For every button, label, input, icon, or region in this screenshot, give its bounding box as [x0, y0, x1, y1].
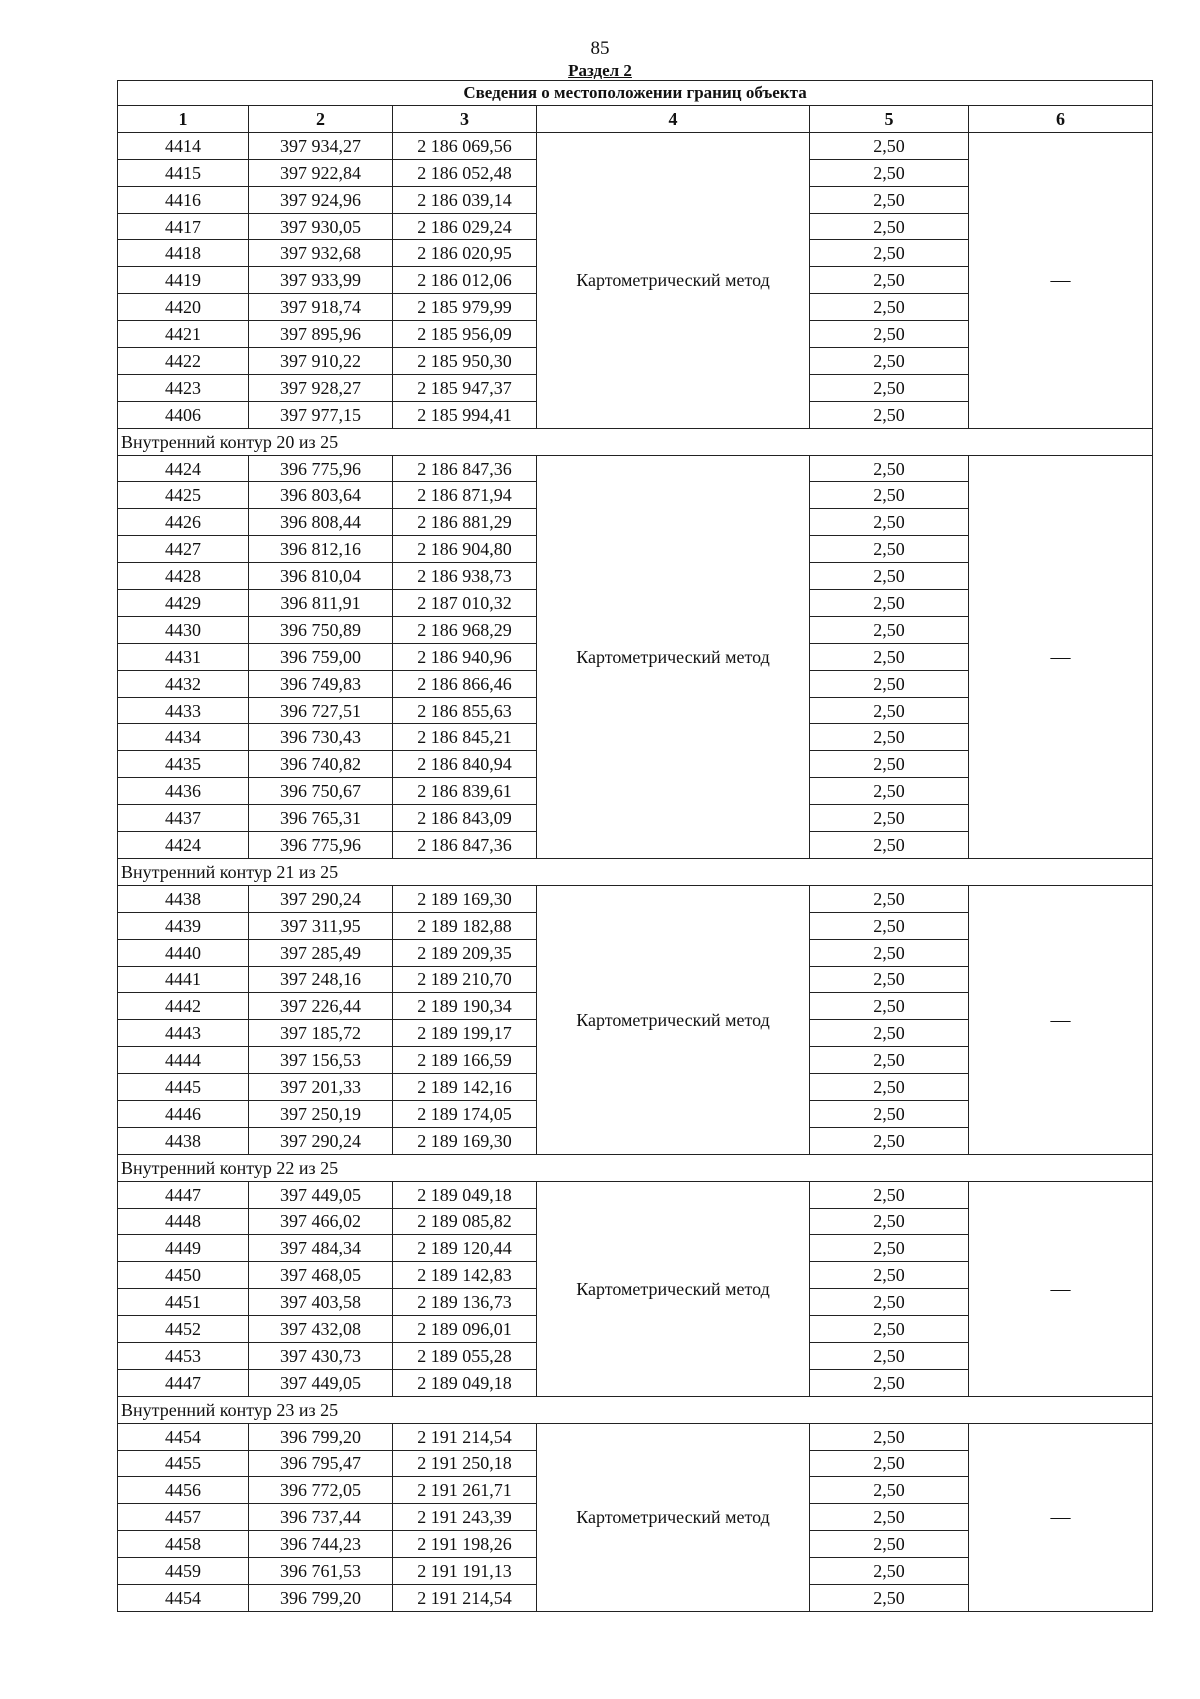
accuracy-cell: 2,50: [810, 966, 969, 993]
coordinate-y-cell: 2 186 866,46: [393, 670, 537, 697]
accuracy-cell: 2,50: [810, 536, 969, 563]
point-number-cell: 4435: [118, 751, 249, 778]
coordinate-y-cell: 2 186 039,14: [393, 186, 537, 213]
coordinate-x-cell: 396 737,44: [249, 1504, 393, 1531]
method-cell: Картометрический метод: [537, 455, 810, 858]
point-number-cell: 4432: [118, 670, 249, 697]
point-number-cell: 4423: [118, 374, 249, 401]
accuracy-cell: 2,50: [810, 1208, 969, 1235]
coordinate-y-cell: 2 185 994,41: [393, 401, 537, 428]
page-number: 85: [590, 38, 610, 59]
coordinate-y-cell: 2 191 214,54: [393, 1423, 537, 1450]
method-cell: Картометрический метод: [537, 885, 810, 1154]
coordinate-x-cell: 396 730,43: [249, 724, 393, 751]
coordinate-y-cell: 2 186 968,29: [393, 616, 537, 643]
contour-header-row: [118, 428, 1153, 455]
coordinate-x-cell: 397 930,05: [249, 213, 393, 240]
accuracy-cell: 2,50: [810, 885, 969, 912]
point-number-cell: 4419: [118, 267, 249, 294]
note-cell: —: [969, 132, 1153, 428]
method-cell: Картометрический метод: [537, 1423, 810, 1611]
coordinate-x-cell: 396 799,20: [249, 1423, 393, 1450]
coordinate-x-cell: 397 468,05: [249, 1262, 393, 1289]
method-cell: Картометрический метод: [537, 1181, 810, 1396]
point-number-cell: 4420: [118, 294, 249, 321]
column-header: 1: [118, 106, 249, 133]
column-header: 5: [810, 106, 969, 133]
coordinate-x-cell: 397 290,24: [249, 1127, 393, 1154]
coordinate-y-cell: 2 186 904,80: [393, 536, 537, 563]
coordinate-y-cell: 2 189 209,35: [393, 939, 537, 966]
coordinate-y-cell: 2 189 199,17: [393, 1020, 537, 1047]
point-number-cell: 4450: [118, 1262, 249, 1289]
point-number-cell: 4459: [118, 1558, 249, 1585]
coordinate-x-cell: 397 449,05: [249, 1181, 393, 1208]
accuracy-cell: 2,50: [810, 1262, 969, 1289]
accuracy-cell: 2,50: [810, 643, 969, 670]
coordinate-y-cell: 2 189 182,88: [393, 912, 537, 939]
point-number-cell: 4456: [118, 1477, 249, 1504]
coordinate-x-cell: 397 290,24: [249, 885, 393, 912]
coordinate-y-cell: 2 186 839,61: [393, 778, 537, 805]
coordinate-x-cell: 397 977,15: [249, 401, 393, 428]
coordinate-y-cell: 2 185 979,99: [393, 294, 537, 321]
coordinate-y-cell: 2 189 210,70: [393, 966, 537, 993]
accuracy-cell: 2,50: [810, 616, 969, 643]
accuracy-cell: 2,50: [810, 1047, 969, 1074]
coordinate-y-cell: 2 189 055,28: [393, 1342, 537, 1369]
coordinate-y-cell: 2 191 214,54: [393, 1584, 537, 1611]
coordinate-x-cell: 397 311,95: [249, 912, 393, 939]
point-number-cell: 4443: [118, 1020, 249, 1047]
coordinate-x-cell: 397 285,49: [249, 939, 393, 966]
point-number-cell: 4434: [118, 724, 249, 751]
coordinate-y-cell: 2 186 840,94: [393, 751, 537, 778]
accuracy-cell: 2,50: [810, 1558, 969, 1585]
coordinate-x-cell: 396 759,00: [249, 643, 393, 670]
coordinate-y-cell: 2 189 049,18: [393, 1181, 537, 1208]
coordinate-x-cell: 397 924,96: [249, 186, 393, 213]
coordinate-y-cell: 2 185 950,30: [393, 348, 537, 375]
coordinate-x-cell: 397 250,19: [249, 1100, 393, 1127]
coordinate-x-cell: 396 795,47: [249, 1450, 393, 1477]
accuracy-cell: 2,50: [810, 939, 969, 966]
point-number-cell: 4458: [118, 1531, 249, 1558]
accuracy-cell: 2,50: [810, 159, 969, 186]
coordinate-y-cell: 2 189 174,05: [393, 1100, 537, 1127]
point-number-cell: 4444: [118, 1047, 249, 1074]
accuracy-cell: 2,50: [810, 670, 969, 697]
column-header: 3: [393, 106, 537, 133]
coordinate-x-cell: 396 811,91: [249, 590, 393, 617]
coordinate-y-cell: 2 186 940,96: [393, 643, 537, 670]
table-body: [118, 132, 1153, 1611]
coordinate-x-cell: 397 484,34: [249, 1235, 393, 1262]
coordinate-y-cell: 2 186 012,06: [393, 267, 537, 294]
coordinate-y-cell: 2 191 261,71: [393, 1477, 537, 1504]
coordinate-y-cell: 2 185 947,37: [393, 374, 537, 401]
coordinate-x-cell: 397 403,58: [249, 1289, 393, 1316]
coordinate-x-cell: 396 750,67: [249, 778, 393, 805]
point-number-cell: 4430: [118, 616, 249, 643]
point-number-cell: 4429: [118, 590, 249, 617]
coordinate-y-cell: 2 186 881,29: [393, 509, 537, 536]
point-number-cell: 4425: [118, 482, 249, 509]
point-number-cell: 4415: [118, 159, 249, 186]
accuracy-cell: 2,50: [810, 294, 969, 321]
column-header: 4: [537, 106, 810, 133]
coordinate-x-cell: 396 744,23: [249, 1531, 393, 1558]
contour-label: Внутренний контур 20 из 25: [118, 428, 1153, 455]
point-number-cell: 4426: [118, 509, 249, 536]
coordinate-x-cell: 396 727,51: [249, 697, 393, 724]
accuracy-cell: 2,50: [810, 724, 969, 751]
accuracy-cell: 2,50: [810, 1504, 969, 1531]
accuracy-cell: 2,50: [810, 751, 969, 778]
point-number-cell: 4442: [118, 993, 249, 1020]
point-number-cell: 4449: [118, 1235, 249, 1262]
coordinate-x-cell: 397 248,16: [249, 966, 393, 993]
point-number-cell: 4427: [118, 536, 249, 563]
point-number-cell: 4446: [118, 1100, 249, 1127]
coordinate-x-cell: 397 933,99: [249, 267, 393, 294]
note-cell: —: [969, 455, 1153, 858]
coordinate-x-cell: 396 750,89: [249, 616, 393, 643]
accuracy-cell: 2,50: [810, 267, 969, 294]
accuracy-cell: 2,50: [810, 1369, 969, 1396]
coordinate-y-cell: 2 186 020,95: [393, 240, 537, 267]
accuracy-cell: 2,50: [810, 1450, 969, 1477]
accuracy-cell: 2,50: [810, 455, 969, 482]
point-number-cell: 4455: [118, 1450, 249, 1477]
accuracy-cell: 2,50: [810, 482, 969, 509]
point-number-cell: 4424: [118, 455, 249, 482]
accuracy-cell: 2,50: [810, 832, 969, 859]
point-number-cell: 4439: [118, 912, 249, 939]
table-row: [118, 885, 1153, 912]
coordinate-x-cell: 396 772,05: [249, 1477, 393, 1504]
coordinate-x-cell: 397 928,27: [249, 374, 393, 401]
coordinate-y-cell: 2 186 029,24: [393, 213, 537, 240]
accuracy-cell: 2,50: [810, 186, 969, 213]
coordinate-x-cell: 396 812,16: [249, 536, 393, 563]
coordinate-y-cell: 2 191 250,18: [393, 1450, 537, 1477]
coordinate-y-cell: 2 189 169,30: [393, 885, 537, 912]
contour-label: Внутренний контур 22 из 25: [118, 1154, 1153, 1181]
coordinate-x-cell: 397 449,05: [249, 1369, 393, 1396]
coordinate-y-cell: 2 189 136,73: [393, 1289, 537, 1316]
point-number-cell: 4451: [118, 1289, 249, 1316]
table-caption: Сведения о местоположении границ объекта: [118, 81, 1153, 106]
accuracy-cell: 2,50: [810, 132, 969, 159]
point-number-cell: 4445: [118, 1074, 249, 1101]
table-row: [118, 1181, 1153, 1208]
coordinate-x-cell: 396 803,64: [249, 482, 393, 509]
coordinate-x-cell: 397 226,44: [249, 993, 393, 1020]
table-row: [118, 455, 1153, 482]
coordinate-y-cell: 2 189 049,18: [393, 1369, 537, 1396]
contour-label: Внутренний контур 23 из 25: [118, 1396, 1153, 1423]
accuracy-cell: 2,50: [810, 1127, 969, 1154]
point-number-cell: 4433: [118, 697, 249, 724]
accuracy-cell: 2,50: [810, 590, 969, 617]
coordinate-x-cell: 396 765,31: [249, 805, 393, 832]
coordinate-x-cell: 397 932,68: [249, 240, 393, 267]
accuracy-cell: 2,50: [810, 1531, 969, 1558]
point-number-cell: 4447: [118, 1181, 249, 1208]
contour-header-row: [118, 858, 1153, 885]
point-number-cell: 4422: [118, 348, 249, 375]
accuracy-cell: 2,50: [810, 374, 969, 401]
coordinate-x-cell: 397 185,72: [249, 1020, 393, 1047]
accuracy-cell: 2,50: [810, 912, 969, 939]
coordinate-y-cell: 2 186 855,63: [393, 697, 537, 724]
accuracy-cell: 2,50: [810, 1181, 969, 1208]
accuracy-cell: 2,50: [810, 563, 969, 590]
coordinate-y-cell: 2 191 198,26: [393, 1531, 537, 1558]
coordinate-y-cell: 2 189 142,16: [393, 1074, 537, 1101]
coordinate-y-cell: 2 187 010,32: [393, 590, 537, 617]
accuracy-cell: 2,50: [810, 240, 969, 267]
note-cell: —: [969, 885, 1153, 1154]
coordinate-x-cell: 396 808,44: [249, 509, 393, 536]
accuracy-cell: 2,50: [810, 697, 969, 724]
accuracy-cell: 2,50: [810, 1342, 969, 1369]
coordinate-x-cell: 396 749,83: [249, 670, 393, 697]
coordinate-y-cell: 2 189 190,34: [393, 993, 537, 1020]
table-row: [118, 132, 1153, 159]
contour-label: Внутренний контур 21 из 25: [118, 858, 1153, 885]
coordinate-y-cell: 2 186 847,36: [393, 832, 537, 859]
accuracy-cell: 2,50: [810, 213, 969, 240]
coordinate-x-cell: 397 432,08: [249, 1316, 393, 1343]
point-number-cell: 4416: [118, 186, 249, 213]
point-number-cell: 4418: [118, 240, 249, 267]
note-cell: —: [969, 1423, 1153, 1611]
coordinate-y-cell: 2 189 085,82: [393, 1208, 537, 1235]
point-number-cell: 4417: [118, 213, 249, 240]
coordinate-x-cell: 397 430,73: [249, 1342, 393, 1369]
coordinate-y-cell: 2 189 120,44: [393, 1235, 537, 1262]
coordinate-y-cell: 2 186 847,36: [393, 455, 537, 482]
point-number-cell: 4436: [118, 778, 249, 805]
accuracy-cell: 2,50: [810, 1074, 969, 1101]
coordinate-x-cell: 397 934,27: [249, 132, 393, 159]
coordinate-x-cell: 396 775,96: [249, 832, 393, 859]
accuracy-cell: 2,50: [810, 1584, 969, 1611]
point-number-cell: 4453: [118, 1342, 249, 1369]
coordinate-x-cell: 397 895,96: [249, 321, 393, 348]
coordinate-y-cell: 2 186 845,21: [393, 724, 537, 751]
coordinate-x-cell: 397 466,02: [249, 1208, 393, 1235]
accuracy-cell: 2,50: [810, 1477, 969, 1504]
contour-header-row: [118, 1396, 1153, 1423]
coordinate-y-cell: 2 189 096,01: [393, 1316, 537, 1343]
note-cell: —: [969, 1181, 1153, 1396]
method-cell: Картометрический метод: [537, 132, 810, 428]
point-number-cell: 4447: [118, 1369, 249, 1396]
point-number-cell: 4454: [118, 1423, 249, 1450]
point-number-cell: 4448: [118, 1208, 249, 1235]
accuracy-cell: 2,50: [810, 321, 969, 348]
coordinate-x-cell: 396 740,82: [249, 751, 393, 778]
coordinate-y-cell: 2 189 169,30: [393, 1127, 537, 1154]
coordinate-y-cell: 2 189 166,59: [393, 1047, 537, 1074]
section-title: Раздел 2: [568, 61, 632, 80]
coordinate-x-cell: 396 775,96: [249, 455, 393, 482]
coordinate-y-cell: 2 189 142,83: [393, 1262, 537, 1289]
point-number-cell: 4437: [118, 805, 249, 832]
column-header: 6: [969, 106, 1153, 133]
point-number-cell: 4431: [118, 643, 249, 670]
accuracy-cell: 2,50: [810, 348, 969, 375]
coordinate-x-cell: 396 761,53: [249, 1558, 393, 1585]
coordinate-y-cell: 2 186 938,73: [393, 563, 537, 590]
coordinate-x-cell: 397 922,84: [249, 159, 393, 186]
coordinate-x-cell: 397 156,53: [249, 1047, 393, 1074]
point-number-cell: 4428: [118, 563, 249, 590]
point-number-cell: 4421: [118, 321, 249, 348]
coordinate-y-cell: 2 186 069,56: [393, 132, 537, 159]
point-number-cell: 4452: [118, 1316, 249, 1343]
coordinate-x-cell: 396 810,04: [249, 563, 393, 590]
accuracy-cell: 2,50: [810, 1423, 969, 1450]
coordinate-y-cell: 2 185 956,09: [393, 321, 537, 348]
coordinate-y-cell: 2 186 052,48: [393, 159, 537, 186]
point-number-cell: 4441: [118, 966, 249, 993]
coordinate-y-cell: 2 186 843,09: [393, 805, 537, 832]
boundary-table: [117, 80, 1153, 1612]
point-number-cell: 4424: [118, 832, 249, 859]
coordinate-x-cell: 397 910,22: [249, 348, 393, 375]
accuracy-cell: 2,50: [810, 1316, 969, 1343]
point-number-cell: 4454: [118, 1584, 249, 1611]
point-number-cell: 4438: [118, 885, 249, 912]
coordinate-y-cell: 2 191 191,13: [393, 1558, 537, 1585]
accuracy-cell: 2,50: [810, 1100, 969, 1127]
point-number-cell: 4457: [118, 1504, 249, 1531]
coordinate-x-cell: 396 799,20: [249, 1584, 393, 1611]
point-number-cell: 4414: [118, 132, 249, 159]
accuracy-cell: 2,50: [810, 778, 969, 805]
accuracy-cell: 2,50: [810, 1235, 969, 1262]
point-number-cell: 4438: [118, 1127, 249, 1154]
accuracy-cell: 2,50: [810, 805, 969, 832]
point-number-cell: 4440: [118, 939, 249, 966]
accuracy-cell: 2,50: [810, 993, 969, 1020]
column-header: 2: [249, 106, 393, 133]
accuracy-cell: 2,50: [810, 1020, 969, 1047]
contour-header-row: [118, 1154, 1153, 1181]
accuracy-cell: 2,50: [810, 509, 969, 536]
accuracy-cell: 2,50: [810, 401, 969, 428]
table-row: [118, 1423, 1153, 1450]
coordinate-x-cell: 397 918,74: [249, 294, 393, 321]
accuracy-cell: 2,50: [810, 1289, 969, 1316]
coordinate-y-cell: 2 191 243,39: [393, 1504, 537, 1531]
point-number-cell: 4406: [118, 401, 249, 428]
coordinate-x-cell: 397 201,33: [249, 1074, 393, 1101]
coordinate-y-cell: 2 186 871,94: [393, 482, 537, 509]
